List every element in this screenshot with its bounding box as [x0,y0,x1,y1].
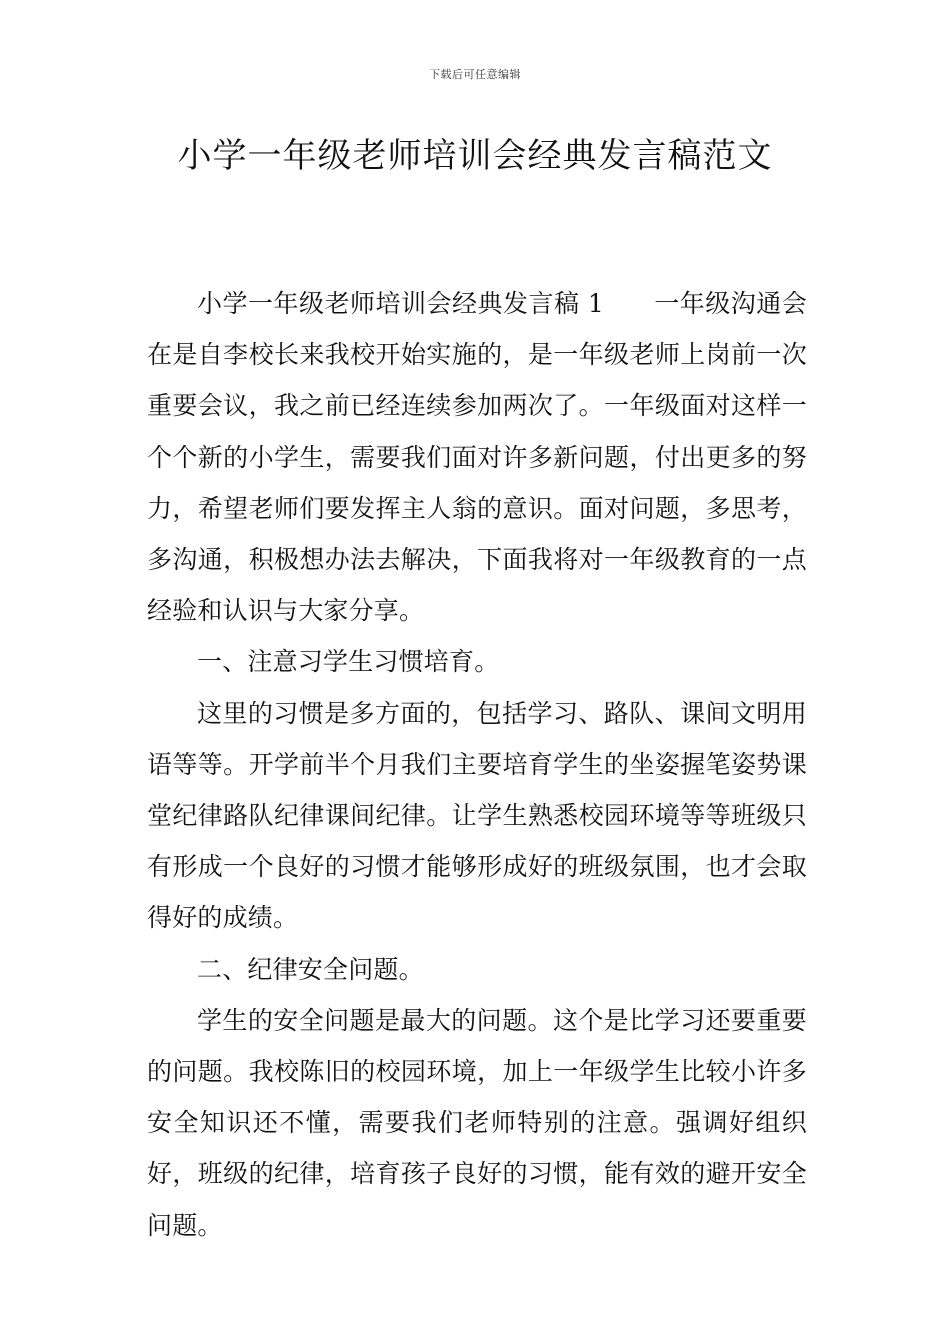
section-1-heading: 一、注意习学生习惯培育。 [197,647,500,677]
intro-lead: 小学一年级老师培训会经典发言稿 1 [197,289,605,318]
section-2-body: 学生的安全问题是最大的问题。这个是比学习还要重要的问题。我校陈旧的校园环境，加上一年级学生比较小许多安全知识还不懂，需要我们老师特别的注意。强调好组织好，班级的纪律，培育孩子良好的习惯，能有效的避开安全问题。 [147,1005,807,1240]
section-1-body: 这里的习惯是多方面的，包括学习、路队、课间文明用语等等。开学前半个月我们主要培育学生的坐姿握笔姿势课堂纪律路队纪律课间纪律。让学生熟悉校园环境等等班级只有形成一个良好的习惯才能够形成好的班级氛围，也才会取得好的成绩。 [147,698,807,933]
header-note: 下载后可任意编辑 [429,68,521,81]
document-title: 小学一年级老师培训会经典发言稿范文 [177,136,773,176]
document-body [147,278,807,1251]
intro-text: 一年级沟通会在是自李校长来我校开始实施的，是一年级老师上岗前一次重要会议，我之前已经连续参加两次了。一年级面对这样一个个新的小学生，需要我们面对许多新问题，付出更多的努力，希望老师们要发挥主人翁的意识。面对问题，多思考，多沟通，积极想办法去解决，下面我将对一年级教育的一点经验和认识与大家分享。 [147,289,807,626]
intro-paragraph [147,278,807,636]
section-2-heading: 二、纪律安全问题。 [197,954,424,984]
